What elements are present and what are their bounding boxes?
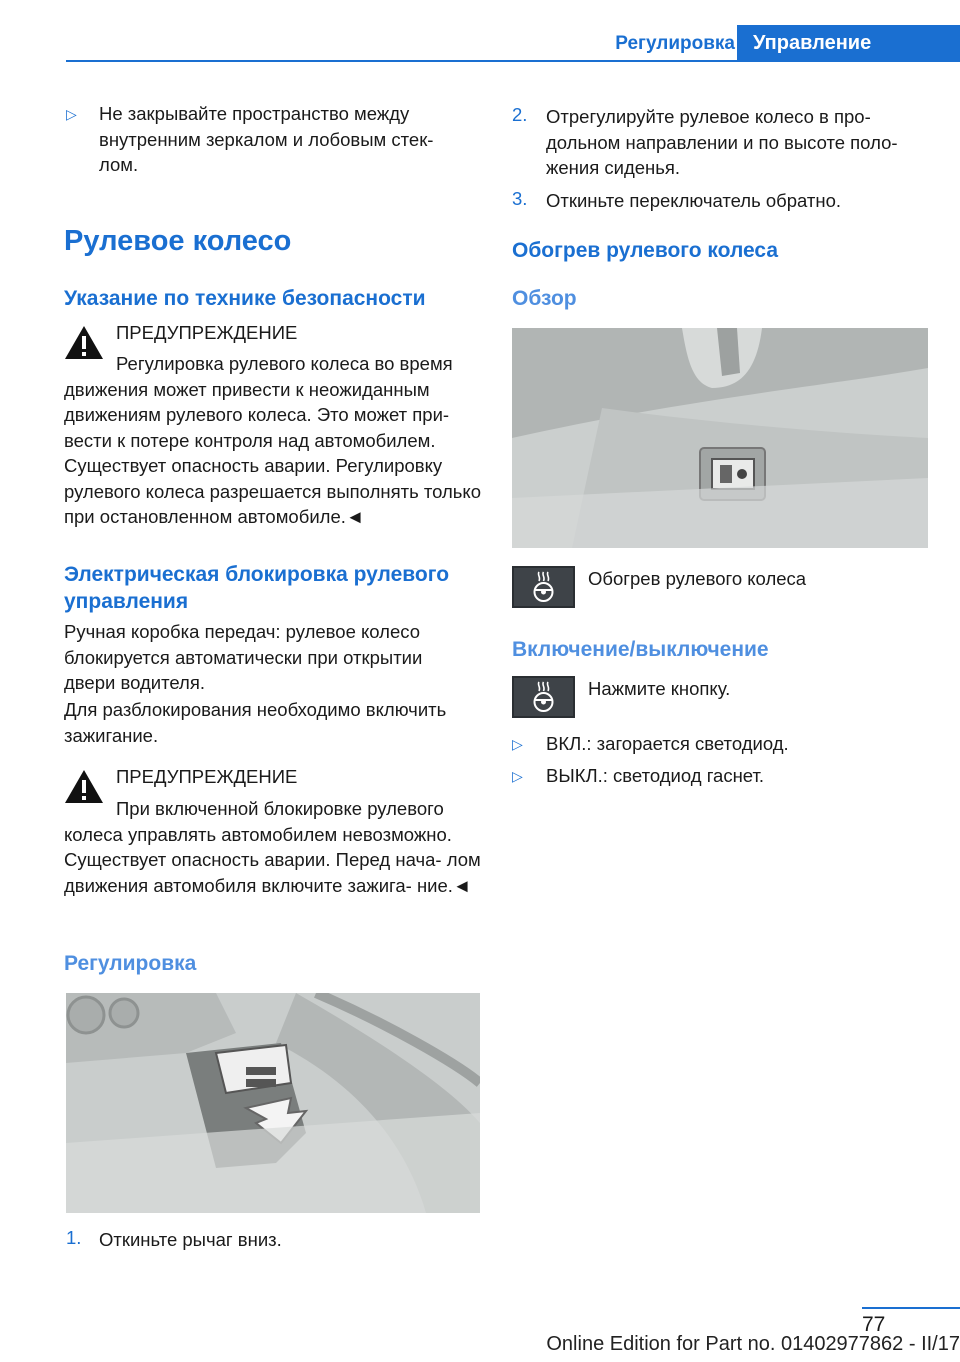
warning1-body: Регулировка рулевого колеса во время движения может привести к неожиданным движениям рулевого колеса. Это может при- вести к потере контроля над автомобилем. Существует опасность аварии. Регулировку рулевого колеса разрешается выполнять только при остановленном автомобиле.◄ [64, 353, 482, 527]
step2-text: Отрегулируйте рулевое колесо в про- дольном направлении и по высоте поло- жения сиденья. [546, 106, 898, 178]
page-title: Рулевое колесо [64, 225, 292, 257]
page-number: 77 [862, 1313, 886, 1336]
header-section: Регулировка [615, 33, 735, 54]
edition-footer: Online Edition for Part no. 01402977862 - II/17 [546, 1333, 960, 1355]
steering-wheel-heating-icon [512, 566, 575, 608]
warning1-title: ПРЕДУПРЕЖДЕНИЕ [116, 322, 298, 343]
bullet-mirror-text: Не закрывайте пространство между внутренним зеркалом и лобовым стек- лом. [99, 103, 434, 175]
header-chapter: Управление [737, 25, 960, 62]
on-off-heading: Включение/выключение [512, 638, 769, 661]
steering-column-lever-image [66, 993, 480, 1213]
bullet-icon: ▷ [512, 768, 523, 784]
footer-rule [862, 1307, 960, 1309]
press-button-text: Нажмите кнопку. [588, 678, 731, 699]
header-rule [66, 60, 960, 62]
icon-caption: Обогрев рулевого колеса [588, 568, 807, 589]
heating-heading: Обогрев рулевого колеса [512, 239, 779, 262]
step3-text: Откиньте переключатель обратно. [546, 190, 842, 211]
bullet-on-text: ВКЛ.: загорается светодиод. [546, 733, 789, 754]
warning2-body: При включенной блокировке рулевого колеса управлять автомобилем невозможно. Существует опасность аварии. Перед нача- лом движения автомобиля включите зажига- ние.◄ [64, 798, 481, 896]
steering-wheel-heating-button-icon [512, 676, 575, 718]
bullet-off-text: ВЫКЛ.: светодиод гаснет. [546, 765, 765, 786]
safety-heading: Указание по технике безопасности [64, 287, 426, 310]
overview-heading: Обзор [512, 287, 577, 310]
step3-number: 3. [512, 188, 528, 209]
step2-number: 2. [512, 104, 528, 125]
bullet-icon: ▷ [512, 736, 523, 752]
heating-button-location-image [512, 328, 928, 548]
steering-lock-para2: Для разблокирования необходимо включить зажигание. [64, 699, 447, 746]
steering-lock-para1: Ручная коробка передач: рулевое колесо блокируется автоматически при открытии двери водителя. [64, 621, 423, 693]
bullet-icon: ▷ [66, 106, 77, 122]
steering-lock-heading: Электрическая блокировка рулевого управления [64, 563, 450, 613]
adjustment-heading: Регулировка [64, 952, 197, 975]
step1-number: 1. [66, 1227, 82, 1248]
step1-text: Откиньте рычаг вниз. [99, 1229, 282, 1250]
warning2-title: ПРЕДУПРЕЖДЕНИЕ [116, 766, 298, 787]
